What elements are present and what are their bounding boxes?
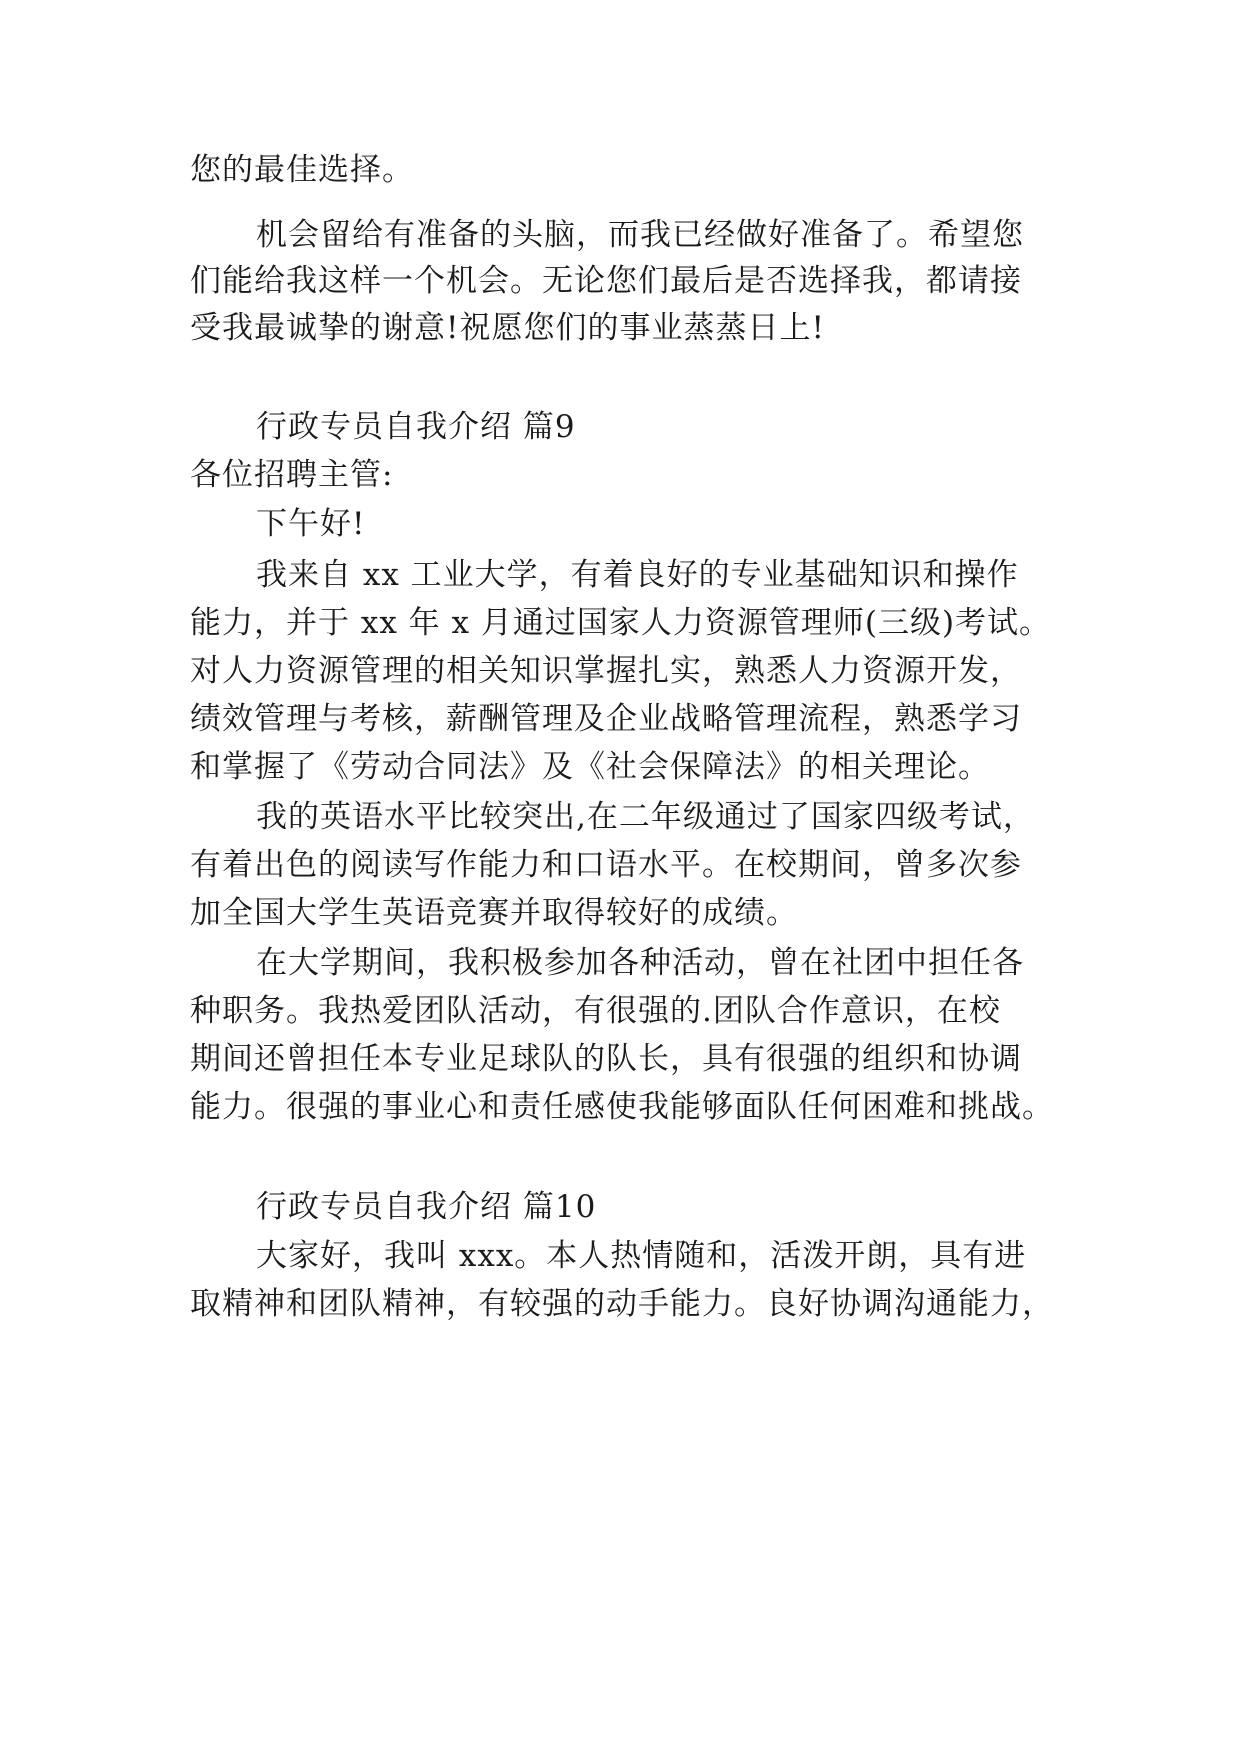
paragraph-line: 我来自 xx 工业大学，有着良好的专业基础知识和操作 xyxy=(256,557,1019,593)
section-heading: 行政专员自我介绍 篇9 xyxy=(256,409,576,445)
paragraph-line: 种职务。我热爱团队活动，有很强的.团队合作意识，在校 xyxy=(190,993,1001,1029)
paragraph-line: 绩效管理与考核，薪酬管理及企业战略管理流程，熟悉学习 xyxy=(190,701,1022,737)
paragraph-line: 大家好，我叫 xxx。本人热情随和，活泼开朗，具有进 xyxy=(256,1238,1027,1274)
paragraph-line: 机会留给有准备的头脑，而我已经做好准备了。希望您 xyxy=(256,217,1024,253)
paragraph-line: 能力。很强的事业心和责任感使我能够面队任何困难和挑战。 xyxy=(190,1089,1054,1125)
paragraph-line: 有着出色的阅读写作能力和口语水平。在校期间，曾多次参 xyxy=(190,847,1022,883)
salutation: 各位招聘主管: xyxy=(190,457,394,493)
paragraph-line: 和掌握了《劳动合同法》及《社会保障法》的相关理论。 xyxy=(190,749,990,785)
paragraph-line: 在大学期间，我积极参加各种活动，曾在社团中担任各 xyxy=(256,945,1024,981)
paragraph-line: 加全国大学生英语竞赛并取得较好的成绩。 xyxy=(190,895,798,931)
paragraph-line: 能力，并于 xx 年 x 月通过国家人力资源管理师(三级)考试。 xyxy=(190,605,1052,641)
section-heading: 行政专员自我介绍 篇10 xyxy=(256,1189,597,1225)
greeting: 下午好! xyxy=(256,506,366,542)
paragraph-line: 们能给我这样一个机会。无论您们最后是否选择我，都请接 xyxy=(190,263,1022,299)
paragraph-line: 您的最佳选择。 xyxy=(190,152,414,188)
paragraph-line: 取精神和团队精神，有较强的动手能力。良好协调沟通能力， xyxy=(190,1286,1054,1322)
paragraph-line: 我的英语水平比较突出,在二年级通过了国家四级考试， xyxy=(256,799,1035,835)
paragraph-line: 受我最诚挚的谢意!祝愿您们的事业蒸蒸日上! xyxy=(190,310,825,346)
paragraph-line: 期间还曾担任本专业足球队的队长，具有很强的组织和协调 xyxy=(190,1041,1022,1077)
paragraph-line: 对人力资源管理的相关知识掌握扎实，熟悉人力资源开发， xyxy=(190,653,1022,689)
